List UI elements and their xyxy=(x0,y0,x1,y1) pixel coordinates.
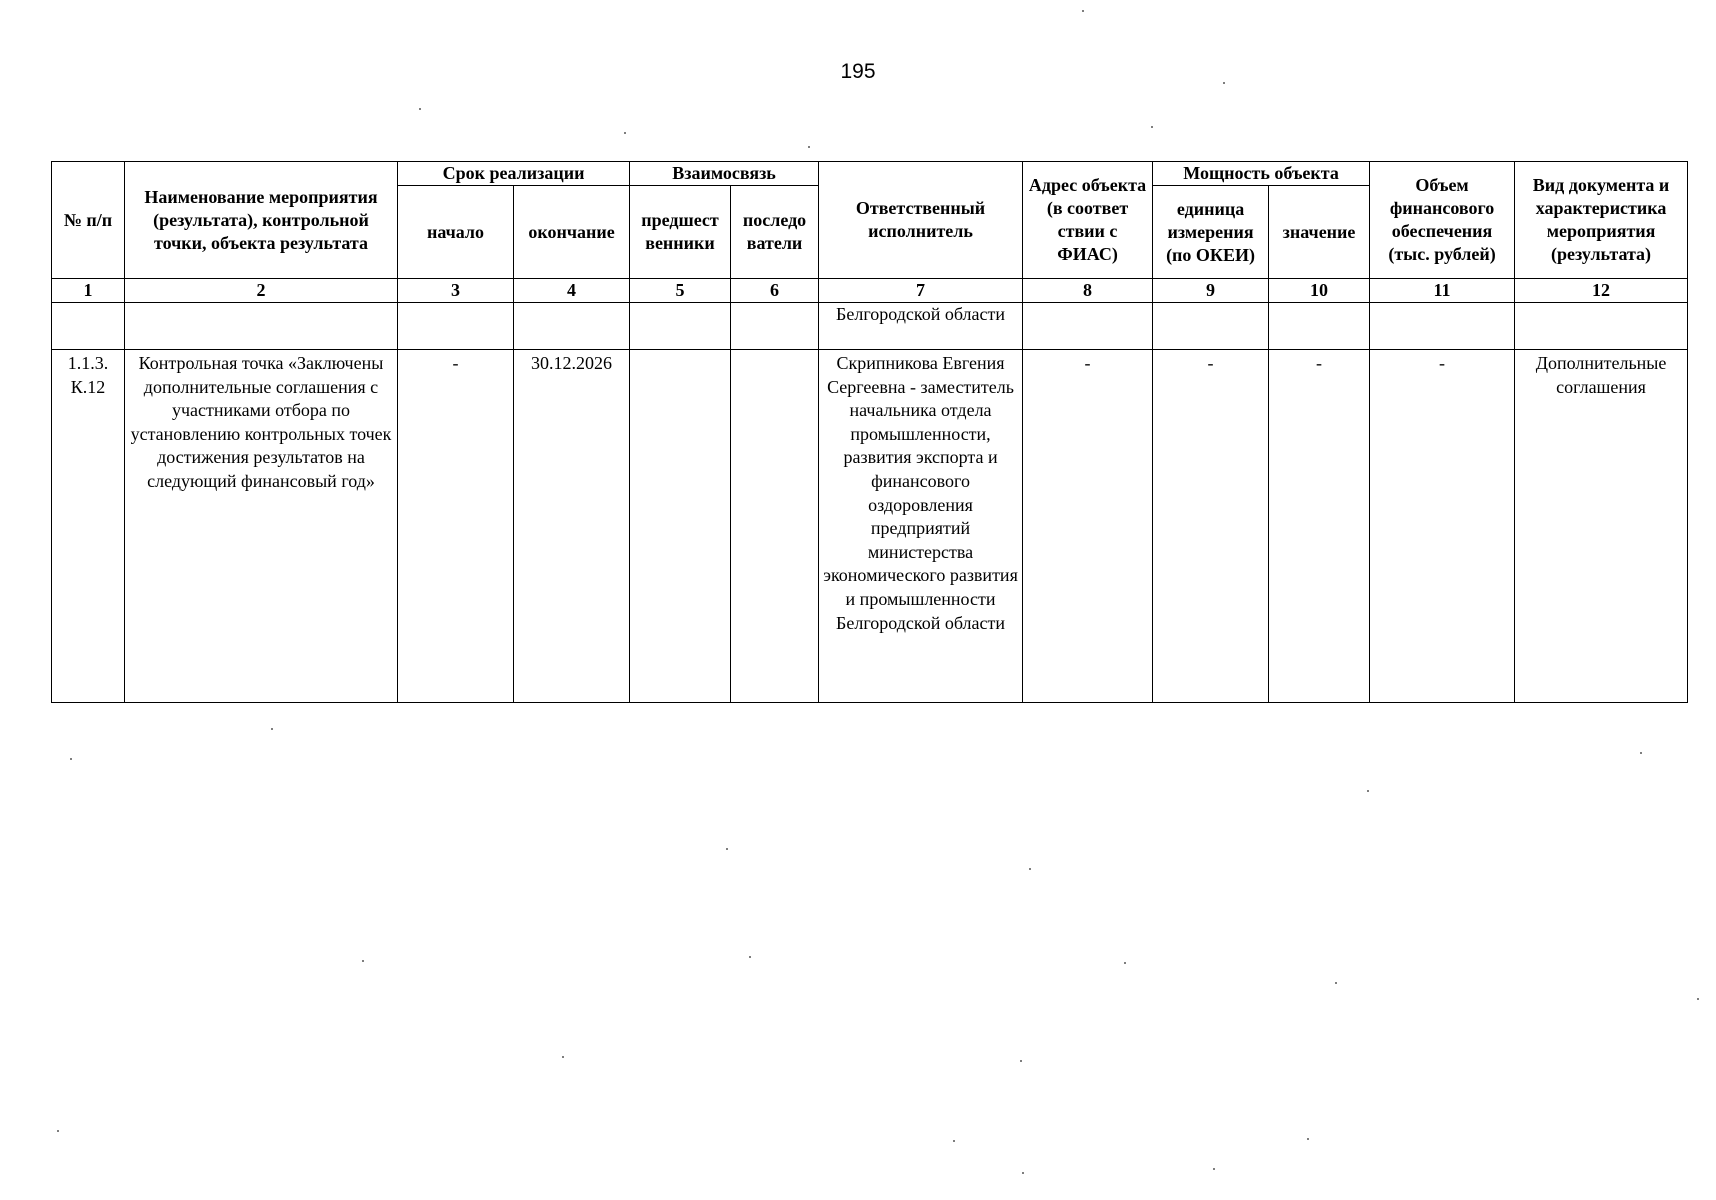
scan-speck xyxy=(1223,82,1225,84)
scan-speck xyxy=(1213,1168,1215,1170)
scan-speck xyxy=(1640,752,1642,754)
continuation-row xyxy=(52,303,1688,350)
page-number: 195 xyxy=(840,60,876,83)
column-number: 4 xyxy=(514,279,630,303)
empty-cell xyxy=(125,303,398,350)
column-number: 12 xyxy=(1515,279,1688,303)
header-link-next: последо ватели xyxy=(731,186,819,279)
header-link-prev: предшест венники xyxy=(630,186,731,279)
scan-speck xyxy=(953,1140,955,1142)
scan-speck xyxy=(1020,1060,1022,1062)
continuation-responsible: Белгородской области xyxy=(819,303,1023,350)
scan-speck xyxy=(70,758,72,760)
column-number: 9 xyxy=(1153,279,1269,303)
column-number-row xyxy=(52,279,1688,303)
scan-speck xyxy=(1335,982,1337,984)
scan-speck xyxy=(808,146,810,148)
row-num: 1.1.3. К.12 xyxy=(52,350,125,703)
empty-cell xyxy=(52,303,125,350)
empty-cell xyxy=(630,303,731,350)
scan-speck xyxy=(271,728,273,730)
scan-speck xyxy=(419,108,421,110)
row-prev xyxy=(630,350,731,703)
column-number: 8 xyxy=(1023,279,1153,303)
header-capacity-value: значение xyxy=(1269,186,1370,279)
scan-speck xyxy=(1307,1138,1309,1140)
empty-cell xyxy=(514,303,630,350)
column-number: 3 xyxy=(398,279,514,303)
scan-speck xyxy=(624,132,626,134)
header-name: Наименование мероприятия (результата), контрольной точки, объекта результата xyxy=(125,162,398,279)
empty-cell xyxy=(731,303,819,350)
header-term-group: Срок реализации xyxy=(398,162,630,186)
scan-speck xyxy=(1124,962,1126,964)
empty-cell xyxy=(1023,303,1153,350)
row-finance: - xyxy=(1370,350,1515,703)
header-term-start: начало xyxy=(398,186,514,279)
scan-speck xyxy=(57,1130,59,1132)
row-name: Контрольная точка «Заключены дополнительные соглашения с участниками отбора по установлению контрольных точек достижения результатов на следующий финансовый год» xyxy=(125,350,398,703)
scan-speck xyxy=(1697,998,1699,1000)
header-link-group: Взаимосвязь xyxy=(630,162,819,186)
empty-cell xyxy=(1370,303,1515,350)
row-unit: - xyxy=(1153,350,1269,703)
header-responsible: Ответственный исполнитель xyxy=(819,162,1023,279)
header-capacity-unit: единица измерения (по ОКЕИ) xyxy=(1153,186,1269,279)
column-number: 1 xyxy=(52,279,125,303)
header-term-end: окончание xyxy=(514,186,630,279)
header-capacity-group: Мощность объекта xyxy=(1153,162,1370,186)
column-number: 2 xyxy=(125,279,398,303)
row-end: 30.12.2026 xyxy=(514,350,630,703)
empty-cell xyxy=(1153,303,1269,350)
row-next xyxy=(731,350,819,703)
scan-speck xyxy=(362,960,364,962)
table-row xyxy=(52,350,1688,703)
header-finance: Объем финансового обеспечения (тыс. рублей) xyxy=(1370,162,1515,279)
row-address: - xyxy=(1023,350,1153,703)
column-number: 7 xyxy=(819,279,1023,303)
scan-speck xyxy=(562,1056,564,1058)
column-number: 5 xyxy=(630,279,731,303)
scan-speck xyxy=(1151,126,1153,128)
row-responsible: Скрипникова Евгения Сергеевна - заместитель начальника отдела промышленности, развития экспорта и финансового оздоровления предприятий министерства экономического развития и промышленности Белгородской области xyxy=(819,350,1023,703)
empty-cell xyxy=(1269,303,1370,350)
empty-cell xyxy=(1515,303,1688,350)
activity-plan-table xyxy=(51,161,1688,703)
row-value: - xyxy=(1269,350,1370,703)
column-number: 11 xyxy=(1370,279,1515,303)
column-number: 6 xyxy=(731,279,819,303)
header-num: № п/п xyxy=(52,162,125,279)
scan-speck xyxy=(726,848,728,850)
header-address: Адрес объекта (в соответ ствии с ФИАС) xyxy=(1023,162,1153,279)
scan-speck xyxy=(749,956,751,958)
scan-speck xyxy=(1367,790,1369,792)
row-start: - xyxy=(398,350,514,703)
scan-speck xyxy=(1022,1172,1024,1174)
empty-cell xyxy=(398,303,514,350)
header-doc-type: Вид документа и характеристика мероприятия (результата) xyxy=(1515,162,1688,279)
scan-speck xyxy=(1029,868,1031,870)
row-doc-type: Дополнительные соглашения xyxy=(1515,350,1688,703)
column-number: 10 xyxy=(1269,279,1370,303)
scan-speck xyxy=(1082,10,1084,12)
